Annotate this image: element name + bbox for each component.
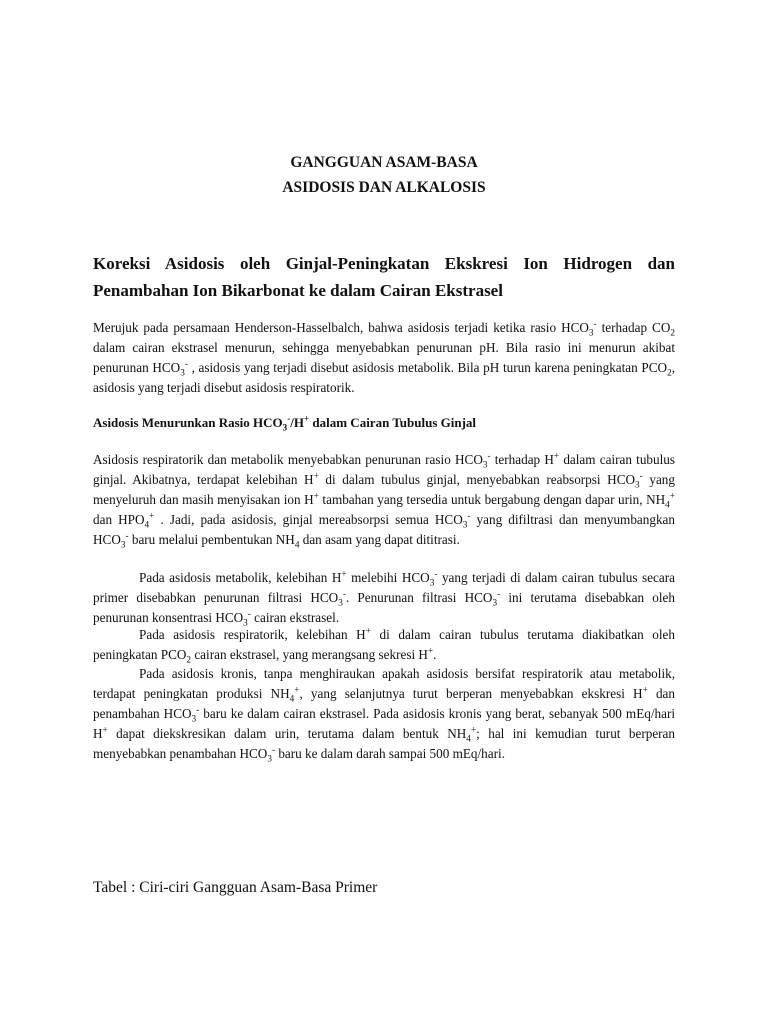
sub-heading: Asidosis Menurunkan Rasio $HCO_3^-/H^+$ dalam Cairan Tubulus Ginjal bbox=[93, 413, 477, 433]
paragraph-respiratory-acidosis: Pada asidosis respiratorik, kelebihan H+ di dalam cairan tubulus terutama diakibatkan oleh peningkatan $PCO_2$ cairan ekstrasel, yang merangsang sekresi H+. bbox=[93, 625, 675, 665]
paragraph-chronic-acidosis: Pada asidosis kronis, tanpa menghiraukan apakah asidosis bersifat respiratorik atau metabolik, terdapat peningkatan produksi $NH_4^+$, yang selanjutnya turut berperan menyebabkan ekskresi H+ dan penambahan $HCO_3^-$ baru ke dalam cairan ekstrasel. Pada asidosis kronis yang berat, sebanyak 500 mEq/hari H+ dapat diekskresikan dalam urin, terutama dalam bentuk $NH_4^+$; hal ini kemudian turut berperan menyebabkan penambahan $HCO_3^-$ baru ke dalam darah sampai 500 mEq/hari. bbox=[93, 666, 676, 764]
paragraph-tubular-ratio: Asidosis respiratorik dan metabolik menyebabkan penurunan rasio $HCO_3^-$ terhadap H+ dalam cairan tubulus ginjal. Akibatnya, terdapat kelebihan H+ di dalam tubulus ginjal, menyebabkan reabsorpsi $HCO_3^-$ yang menyeluruh dan masih menyisakan ion H+ tambahan yang tersedia untuk bergabung dengan dapar urin, $NH_4^+$ dan $HPO_4^+$ . Jadi, pada asidosis, ginjal mereabsorpsi semua $HCO_3^-$ yang difiltrasi dan menyumbangkan $HCO_3^-$ baru melalui pembentukan $NH_4$ dan asam yang dapat dititrasi. bbox=[93, 450, 676, 550]
table-caption: Tabel : Ciri-ciri Gangguan Asam-Basa Primer bbox=[93, 879, 378, 896]
document-title-line-2: ASIDOSIS DAN ALKALOSIS bbox=[282, 179, 486, 196]
paragraph-henderson-hasselbalch: Merujuk pada persamaan Henderson-Hasselbalch, bahwa asidosis terjadi ketika rasio $HCO_3^-$ terhadap $CO_2$ dalam cairan ekstrasel menurun, sehingga menyebabkan penurunan pH. Bila rasio ini menurun akibat penurunan $HCO_3^-$ , asidosis yang terjadi disebut asidosis metabolik. Bila pH turun karena peningkatan $PCO_2$, asidosis yang terjadi disebut asidosis respiratorik. bbox=[93, 318, 675, 395]
document-title-line-1: GANGGUAN ASAM-BASA bbox=[290, 154, 478, 171]
section-heading: Koreksi Asidosis oleh Ginjal-Peningkatan Ekskresi Ion Hidrogen dan Penambahan Ion Bikarbonat ke dalam Cairan Ekstrasel bbox=[93, 254, 675, 300]
paragraph-metabolic-acidosis: Pada asidosis metabolik, kelebihan H+ melebihi $HCO_3^-$ yang terjadi di dalam cairan tubulus secara primer disebabkan penurunan filtrasi $HCO_3^-$. Penurunan filtrasi $HCO_3^-$ ini terutama disebabkan oleh penurunan konsentrasi $HCO_3^-$ cairan ekstrasel. bbox=[93, 568, 675, 628]
